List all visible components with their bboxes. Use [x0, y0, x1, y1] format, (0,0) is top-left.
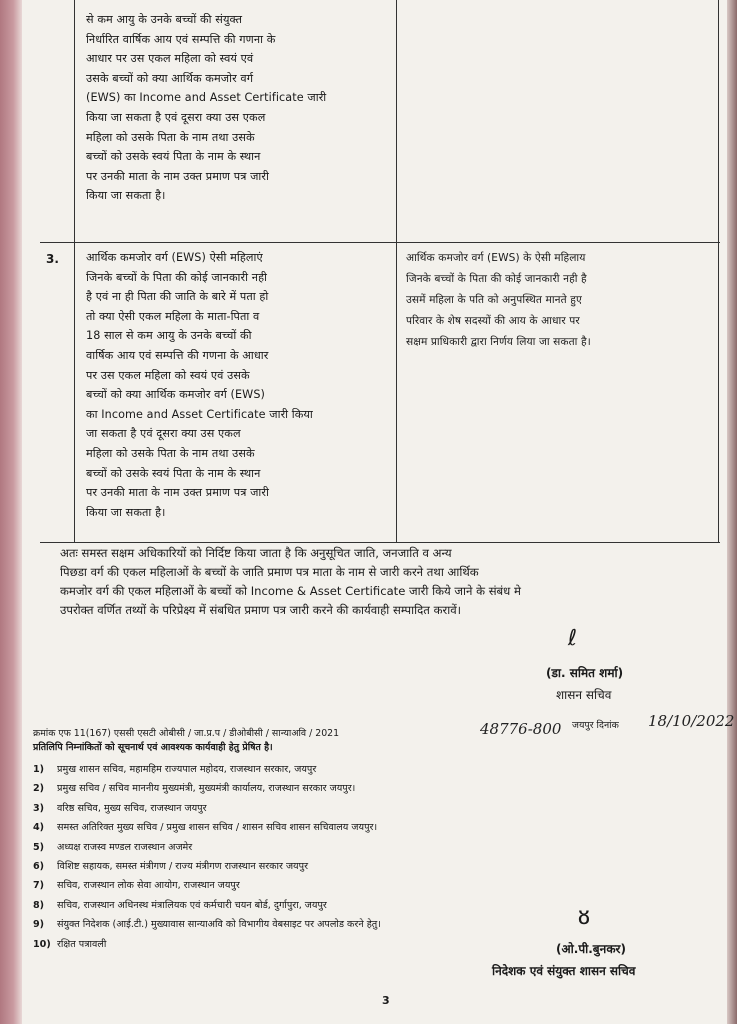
text-line: आर्थिक कमजोर वर्ग (EWS) के ऐसी महिलाय	[406, 252, 586, 264]
text-line: बच्चों को उसके स्वयं पिता के नाम के स्थान	[86, 466, 261, 480]
text-line: बच्चों को उसके स्वयं पिता के नाम के स्थान	[86, 150, 261, 164]
page-shadow-right	[727, 0, 737, 1024]
page-number: 3	[382, 994, 390, 1007]
place-date-label: जयपुर दिनांक	[572, 720, 619, 731]
list-item-number: 5)	[33, 841, 45, 853]
table-border	[396, 0, 397, 542]
text-line: उपरोक्त वर्णित तथ्यों के परिप्रेक्ष्य में संबधित प्रमाण पत्र जारी करने की कार्यवाही सम्पादित करावें।	[60, 603, 462, 617]
text-line: कमजोर वर्ग की एकल महिलाओं के बच्चों को Income & Asset Certificate जारी किये जाने के संबंध मे	[60, 584, 521, 598]
text-line: जा सकता है एवं दूसरा क्या उस एकल	[86, 427, 241, 441]
text-line: परिवार के शेष सदस्यों की आय के आधार पर	[406, 315, 580, 327]
text-line: से कम आयु के उनके बच्चों की संयुक्त	[86, 13, 243, 26]
text-line: महिला को उसके पिता के नाम तथा उसके	[86, 130, 255, 144]
text-line: उसके बच्चों को क्या आर्थिक कमजोर वर्ग	[86, 71, 254, 85]
text-line: उसमें महिला के पति को अनुपस्थित मानते हुए	[406, 294, 582, 306]
list-item-number: 4)	[33, 822, 45, 834]
text-line: सक्षम प्राधिकारी द्वारा निर्णय लिया जा सकता है।	[406, 336, 591, 348]
list-item-text: प्रमुख शासन सचिव, महामहिम राज्यपाल महोदय, राजस्थान सरकार, जयपुर	[57, 764, 317, 775]
list-item-number: 9)	[33, 919, 45, 931]
text-line: का Income and Asset Certificate जारी किया	[86, 407, 313, 421]
text-line: निर्धारित वार्षिक आय एवं सम्पत्ति की गणना के	[86, 32, 276, 46]
query-answer-table	[40, 0, 720, 542]
list-item-text: रक्षित पत्रावली	[57, 938, 107, 950]
text-line: वार्षिक आय एवं सम्पत्ति की गणना के आधार	[86, 348, 269, 362]
table-cell-answer	[406, 248, 591, 353]
list-item	[33, 838, 381, 857]
list-item-number: 6)	[33, 861, 45, 873]
text-line: पर उनकी माता के नाम उक्त प्रमाण पत्र जारी	[86, 486, 270, 500]
text-line: 18 साल से कम आयु के उनके बच्चों की	[86, 329, 252, 343]
table-border	[718, 0, 719, 542]
list-item-number: 1)	[33, 764, 45, 775]
list-item	[33, 896, 381, 915]
list-item	[33, 915, 381, 934]
handwritten-date: 18/10/2022	[648, 712, 735, 730]
text-line: किया जा सकता है।	[86, 189, 166, 203]
text-line: बच्चों को क्या आर्थिक कमजोर वर्ग (EWS)	[86, 388, 266, 402]
signatory-designation: निदेशक एवं संयुक्त शासन सचिव	[492, 964, 636, 978]
signatory-designation: शासन सचिव	[556, 688, 612, 702]
signature-mark: ᴕ	[578, 901, 590, 931]
table-border	[74, 0, 75, 542]
text-line: जिनके बच्चों के पिता की कोई जानकारी नही	[86, 270, 268, 284]
copy-forwarding-note: प्रतिलिपि निम्नांकितों को सूचनार्थ एवं आवश्यक कार्यवाही हेतु प्रेषित है।	[33, 742, 273, 753]
text-line: अतः समस्त सक्षम अधिकारियों को निर्दिष्ट किया जाता है कि अनुसूचित जाति, जनजाति व अन्य	[60, 546, 452, 560]
list-item-text: सचिव, राजस्थान अधिनस्थ मंत्रालियक एवं कर्मचारी चयन बोर्ड, दुर्गापुरा, जयपुर	[57, 899, 327, 911]
text-line: पर उस एकल महिला को स्वयं एवं उसके	[86, 368, 250, 382]
copy-recipient-list	[33, 760, 381, 954]
list-item-text: विशिष्ट सहायक, समस्त मंत्रीगण / राज्य मंत्रीगण राजस्थान सरकार जयपुर	[57, 861, 308, 873]
text-line: पिछडा वर्ग की एकल महिलाओं के बच्चों के जाति प्रमाण पत्र माता के नाम से जारी करने तथा आर्थिक	[60, 565, 479, 579]
handwritten-dispatch-number: 48776-800	[480, 720, 562, 738]
list-item	[33, 799, 381, 818]
list-item	[33, 935, 381, 954]
table-row-divider	[40, 242, 720, 243]
list-item-text: अध्यक्ष राजस्व मण्डल राजस्थान अजमेर	[57, 841, 193, 853]
list-item-text: संयुक्त निदेशक (आई.टी.) मुख्यावास सान्याअवि को विभागीय वेबसाइट पर अपलोड करने हेतु।	[57, 919, 381, 931]
text-line: जिनके बच्चों के पिता की कोई जानकारी नही है	[406, 273, 587, 285]
list-item-number: 3)	[33, 802, 45, 814]
list-item-text: प्रमुख सचिव / सचिव माननीय मुख्यमंत्री, मुख्यमंत्री कार्यालय, राजस्थान सरकार जयपुर।	[57, 783, 356, 795]
list-item-number: 7)	[33, 880, 45, 892]
list-item-text: सचिव, राजस्थान लोक सेवा आयोग, राजस्थान जयपुर	[57, 880, 240, 892]
table-cell-query	[86, 248, 313, 522]
text-line: आर्थिक कमजोर वर्ग (EWS) ऐसी महिलाएं	[86, 251, 263, 264]
page-shadow-left	[0, 0, 22, 1024]
text-line: तो क्या ऐसी एकल महिला के माता-पिता व	[86, 309, 260, 323]
list-item	[33, 779, 381, 798]
text-line: किया जा सकता है।	[86, 505, 166, 519]
signature-mark: ℓ	[568, 626, 578, 651]
text-line: पर उनकी माता के नाम उक्त प्रमाण पत्र जारी	[86, 169, 270, 183]
text-line: महिला को उसके पिता के नाम तथा उसके	[86, 446, 255, 460]
list-item	[33, 876, 381, 895]
row-number: 3.	[46, 252, 59, 266]
text-line: आधार पर उस एकल महिला को स्वयं एवं	[86, 52, 254, 66]
list-item	[33, 857, 381, 876]
text-line: है एवं ना ही पिता की जाति के बारे में पता हो	[86, 290, 269, 304]
list-item-text: समस्त अतिरिक्त मुख्य सचिव / प्रमुख शासन सचिव / शासन सचिव शासन सचिवालय जयपुर।	[57, 822, 378, 834]
list-item-number: 10)	[33, 938, 51, 950]
list-item-text: वरिष्ठ सचिव, मुख्य सचिव, राजस्थान जयपुर	[57, 802, 207, 814]
list-item-number: 2)	[33, 783, 45, 795]
reference-number: क्रमांक एफ 11(167) एससी एसटी ओबीसी / जा.प्र.प / डीओबीसी / सान्याअवि / 2021	[33, 728, 340, 739]
table-row-divider	[40, 542, 720, 543]
list-item	[33, 818, 381, 837]
directive-paragraph	[60, 544, 730, 620]
signatory-name: (डा. समित शर्मा)	[546, 666, 624, 680]
list-item-number: 8)	[33, 899, 45, 911]
list-item	[33, 760, 381, 779]
text-line: किया जा सकता है एवं दूसरा क्या उस एकल	[86, 110, 266, 124]
table-cell-query-continued	[86, 10, 326, 206]
text-line: (EWS) का Income and Asset Certificate जारी	[86, 91, 327, 105]
signatory-name: (ओ.पी.बुनकर)	[556, 942, 626, 956]
